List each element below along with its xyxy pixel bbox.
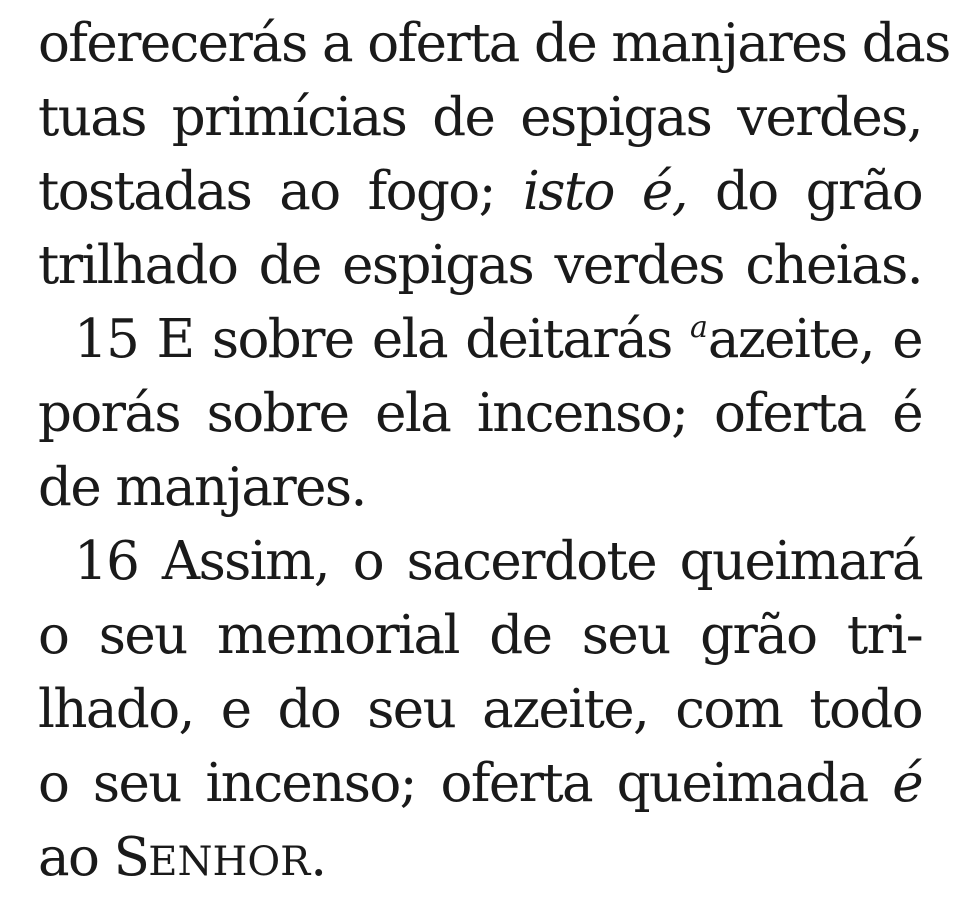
- verse-16-line-5: ao SENHOR.: [38, 827, 326, 888]
- text-line-2: tuas primícias de espigas verdes,: [38, 87, 922, 148]
- verse-16-line-2: o seu memorial de seu grão tri-: [38, 605, 922, 666]
- verse-15-line-2: porás sobre ela incenso; oferta é: [38, 383, 922, 444]
- text-line-1: oferecerás a oferta de manjares das: [38, 13, 950, 74]
- verse-15-line-1: 15 E sobre ela deitarás $^a$azeite, e: [74, 309, 922, 370]
- italic-supplied-words: isto é,: [522, 161, 687, 222]
- lord-small-caps: SENHOR: [113, 827, 311, 888]
- text-line-3: tostadas ao fogo; isto é, do grão: [38, 161, 923, 222]
- footnote-marker[interactable]: a: [689, 310, 708, 345]
- italic-supplied-word: é: [892, 753, 922, 814]
- verse-16-line-1: 16 Assim, o sacerdote queimará: [74, 531, 922, 592]
- text-line-4: trilhado de espigas verdes cheias.: [38, 235, 922, 296]
- verse-16-line-3: lhado, e do seu azeite, com todo: [38, 679, 922, 740]
- verse-16-line-4: o seu incenso; oferta queimada é: [38, 753, 922, 814]
- verse-15-line-3: de manjares.: [38, 457, 366, 518]
